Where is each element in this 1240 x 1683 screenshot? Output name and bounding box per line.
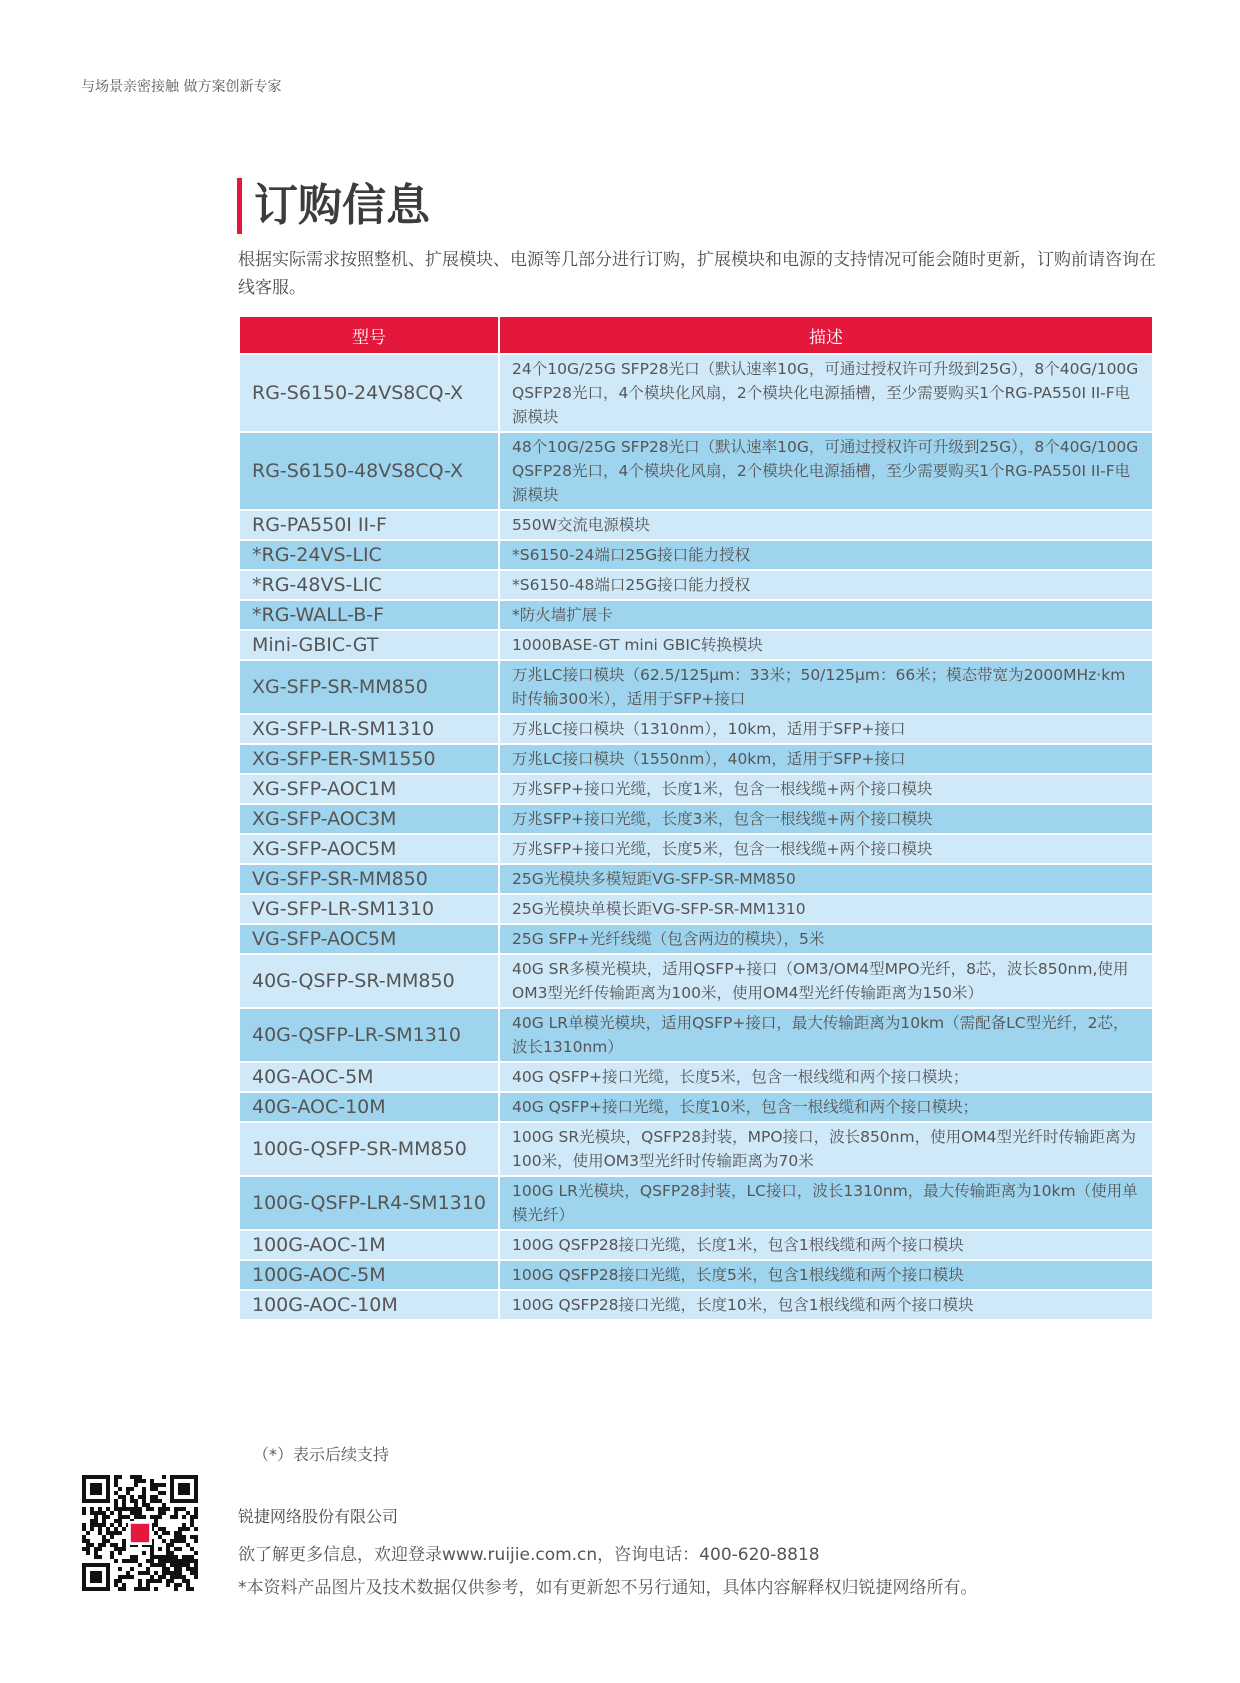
model-cell: RG-S6150-48VS8CQ-X	[239, 432, 499, 510]
description-cell: *S6150-24端口25G接口能力授权	[499, 540, 1153, 570]
table-row	[239, 1230, 1153, 1260]
description-cell: 100G QSFP28接口光缆，长度10米，包含1根线缆和两个接口模块	[499, 1290, 1153, 1320]
table-row	[239, 1008, 1153, 1062]
table-header-row	[239, 316, 1153, 354]
model-cell: XG-SFP-ER-SM1550	[239, 744, 499, 774]
table-row	[239, 354, 1153, 432]
table-row	[239, 1092, 1153, 1122]
description-cell: 25G光模块单模长距VG-SFP-SR-MM1310	[499, 894, 1153, 924]
header-description: 描述	[499, 316, 1153, 354]
disclaimer: *本资料产品图片及技术数据仅供参考，如有更新恕不另行通知，具体内容解释权归锐捷网络所有。	[238, 1578, 978, 1598]
table-row	[239, 660, 1153, 714]
model-cell: 40G-QSFP-SR-MM850	[239, 954, 499, 1008]
table-row	[239, 954, 1153, 1008]
table-row	[239, 1260, 1153, 1290]
contact-info: 欲了解更多信息，欢迎登录www.ruijie.com.cn，咨询电话：400-620-8818	[238, 1545, 820, 1565]
header-model: 型号	[239, 316, 499, 354]
model-cell: *RG-48VS-LIC	[239, 570, 499, 600]
brand-logo-icon	[131, 1524, 149, 1542]
description-cell: 万兆LC接口模块（1310nm），10km，适用于SFP+接口	[499, 714, 1153, 744]
footnote: （*）表示后续支持	[253, 1445, 390, 1464]
table-row	[239, 924, 1153, 954]
description-cell: *S6150-48端口25G接口能力授权	[499, 570, 1153, 600]
model-cell: VG-SFP-SR-MM850	[239, 864, 499, 894]
model-cell: 100G-QSFP-LR4-SM1310	[239, 1176, 499, 1230]
model-cell: VG-SFP-AOC5M	[239, 924, 499, 954]
description-cell: 40G QSFP+接口光缆，长度5米，包含一根线缆和两个接口模块；	[499, 1062, 1153, 1092]
model-cell: 100G-AOC-5M	[239, 1260, 499, 1290]
table-row	[239, 804, 1153, 834]
description-cell: 万兆LC接口模块（62.5/125μm：33米；50/125μm：66米；模态带宽为2000MHz·km时传输300米），适用于SFP+接口	[499, 660, 1153, 714]
table-row	[239, 432, 1153, 510]
table-row	[239, 774, 1153, 804]
description-cell: 25G光模块多模短距VG-SFP-SR-MM850	[499, 864, 1153, 894]
description-cell: 40G LR单模光模块，适用QSFP+接口，最大传输距离为10km（需配备LC型光纤，2芯，波长1310nm）	[499, 1008, 1153, 1062]
table-row	[239, 744, 1153, 774]
page-tagline: 与场景亲密接触 做方案创新专家	[81, 79, 282, 95]
description-cell: 万兆SFP+接口光缆，长度1米，包含一根线缆+两个接口模块	[499, 774, 1153, 804]
table-row	[239, 510, 1153, 540]
ordering-table	[238, 315, 1154, 1321]
table-row	[239, 1290, 1153, 1320]
company-name: 锐捷网络股份有限公司	[238, 1507, 399, 1526]
model-cell: 100G-AOC-1M	[239, 1230, 499, 1260]
table-row	[239, 570, 1153, 600]
model-cell: *RG-24VS-LIC	[239, 540, 499, 570]
table-row	[239, 894, 1153, 924]
table-row	[239, 864, 1153, 894]
table-row	[239, 1122, 1153, 1176]
model-cell: 100G-AOC-10M	[239, 1290, 499, 1320]
model-cell: 40G-QSFP-LR-SM1310	[239, 1008, 499, 1062]
model-cell: XG-SFP-AOC3M	[239, 804, 499, 834]
section-intro: 根据实际需求按照整机、扩展模块、电源等几部分进行订购，扩展模块和电源的支持情况可能会随时更新，订购前请咨询在线客服。	[238, 250, 1156, 298]
description-cell: 100G QSFP28接口光缆，长度1米，包含1根线缆和两个接口模块	[499, 1230, 1153, 1260]
model-cell: 100G-QSFP-SR-MM850	[239, 1122, 499, 1176]
model-cell: Mini-GBIC-GT	[239, 630, 499, 660]
table-row	[239, 540, 1153, 570]
model-cell: *RG-WALL-B-F	[239, 600, 499, 630]
description-cell: 万兆SFP+接口光缆，长度5米，包含一根线缆+两个接口模块	[499, 834, 1153, 864]
description-cell: 25G SFP+光纤线缆（包含两边的模块），5米	[499, 924, 1153, 954]
description-cell: 1000BASE-GT mini GBIC转换模块	[499, 630, 1153, 660]
section-title: 订购信息	[237, 178, 430, 234]
description-cell: 100G QSFP28接口光缆，长度5米，包含1根线缆和两个接口模块	[499, 1260, 1153, 1290]
description-cell: 100G SR光模块，QSFP28封装，MPO接口，波长850nm，使用OM4型光纤时传输距离为100米，使用OM3型光纤时传输距离为70米	[499, 1122, 1153, 1176]
model-cell: 40G-AOC-5M	[239, 1062, 499, 1092]
model-cell: XG-SFP-AOC1M	[239, 774, 499, 804]
table-row	[239, 834, 1153, 864]
description-cell: 万兆SFP+接口光缆，长度3米，包含一根线缆+两个接口模块	[499, 804, 1153, 834]
model-cell: XG-SFP-SR-MM850	[239, 660, 499, 714]
qr-code	[82, 1475, 198, 1591]
table-row	[239, 1176, 1153, 1230]
model-cell: RG-S6150-24VS8CQ-X	[239, 354, 499, 432]
model-cell: VG-SFP-LR-SM1310	[239, 894, 499, 924]
table-row	[239, 714, 1153, 744]
model-cell: 40G-AOC-10M	[239, 1092, 499, 1122]
description-cell: 100G LR光模块，QSFP28封装，LC接口，波长1310nm，最大传输距离为10km（使用单模光纤）	[499, 1176, 1153, 1230]
description-cell: *防火墙扩展卡	[499, 600, 1153, 630]
description-cell: 40G SR多模光模块，适用QSFP+接口（OM3/OM4型MPO光纤，8芯，波长850nm,使用OM3型光纤传输距离为100米，使用OM4型光纤传输距离为150米）	[499, 954, 1153, 1008]
description-cell: 550W交流电源模块	[499, 510, 1153, 540]
description-cell: 48个10G/25G SFP28光口（默认速率10G，可通过授权许可升级到25G），8个40G/100G QSFP28光口，4个模块化风扇，2个模块化电源插槽，至少需要购买1个RG-PA550I II-F电源模块	[499, 432, 1153, 510]
description-cell: 万兆LC接口模块（1550nm），40km，适用于SFP+接口	[499, 744, 1153, 774]
table-row	[239, 1062, 1153, 1092]
model-cell: RG-PA550I II-F	[239, 510, 499, 540]
description-cell: 40G QSFP+接口光缆，长度10米，包含一根线缆和两个接口模块；	[499, 1092, 1153, 1122]
table-row	[239, 630, 1153, 660]
model-cell: XG-SFP-LR-SM1310	[239, 714, 499, 744]
table-row	[239, 600, 1153, 630]
description-cell: 24个10G/25G SFP28光口（默认速率10G，可通过授权许可升级到25G），8个40G/100G QSFP28光口，4个模块化风扇，2个模块化电源插槽，至少需要购买1个RG-PA550I II-F电源模块	[499, 354, 1153, 432]
model-cell: XG-SFP-AOC5M	[239, 834, 499, 864]
